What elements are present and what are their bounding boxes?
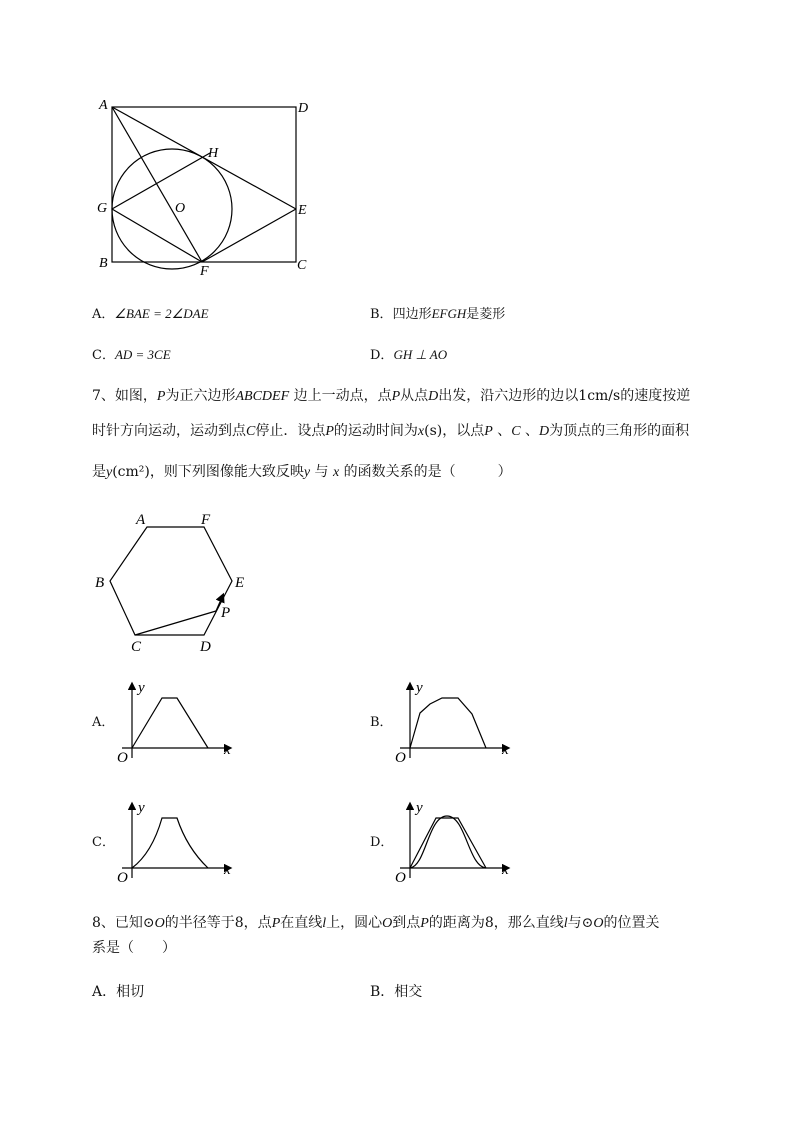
segment-fe — [202, 209, 296, 262]
segment-cp — [135, 611, 216, 635]
q8-option-a[interactable] — [92, 982, 144, 1002]
q8-line-1: 8、已知⊙O的半径等于8，点P在直线l上，圆心O到点P的距离为8，那么直线l与⊙O的位置关 — [92, 915, 660, 931]
option-letter: D． — [370, 348, 394, 363]
option-letter: B． — [370, 307, 393, 322]
label-o: O — [175, 201, 186, 216]
hex-label-f: F — [201, 512, 211, 528]
segment-af — [112, 107, 202, 262]
option-text: AD = 3CE — [114, 347, 171, 362]
rectangle-abcd — [112, 107, 296, 262]
option-text: GH ⊥ AO — [393, 347, 448, 362]
hex-label-a: A — [136, 512, 146, 528]
geometry-figure-square-circle — [90, 95, 320, 280]
x-label: x — [502, 742, 509, 758]
segment-gh — [112, 153, 210, 209]
option-text-var: EFGH — [431, 306, 467, 321]
option-letter: A． — [92, 307, 115, 322]
hexagon-abcdef — [110, 527, 232, 635]
label-h: H — [208, 146, 219, 161]
graph-b — [390, 678, 515, 766]
label-f: F — [200, 264, 209, 279]
curve-c — [132, 818, 208, 868]
option-text: ∠BAE = 2∠DAE — [114, 306, 209, 321]
option-text: 相交 — [394, 984, 423, 1000]
q6-option-d[interactable] — [370, 346, 447, 365]
y-label: y — [416, 800, 423, 816]
option-text-post: 是菱形 — [466, 307, 506, 322]
label-b: B — [99, 256, 108, 271]
q7-line-1: 7、如图，P为正六边形ABCDEF 边上一动点，点P从点D出发，沿六边形的边以1cm/s的速度按逆 — [92, 388, 691, 404]
q7-line-2: 时针方向运动，运动到点C停止．设点P的运动时间为x(s)，以点P 、C 、D为顶点的三角形的面积 — [92, 423, 690, 439]
hex-label-p: P — [221, 605, 231, 621]
label-e: E — [298, 203, 307, 218]
option-text: 相切 — [116, 984, 145, 1000]
hex-label-d: D — [200, 639, 211, 655]
origin-label: O — [117, 750, 128, 766]
circle-o — [112, 149, 232, 269]
hex-label-c: C — [131, 639, 142, 655]
label-c: C — [297, 258, 307, 273]
option-letter: B． — [370, 984, 395, 1000]
option-letter: D． — [370, 835, 394, 850]
q7-line-3: 是y(cm²)，则下列图像能大致反映y 与 x 的函数关系的是（ ） — [92, 464, 512, 480]
hexagon-figure — [90, 505, 260, 660]
curve-d-polyline — [410, 818, 486, 868]
origin-label: O — [117, 870, 128, 886]
y-label: y — [138, 680, 145, 696]
segment-gf — [112, 209, 202, 262]
label-a: A — [99, 98, 108, 113]
y-label: y — [138, 800, 145, 816]
label-g: G — [97, 201, 108, 216]
x-label: x — [224, 742, 231, 758]
q8-option-b[interactable] — [370, 982, 422, 1002]
label-d: D — [298, 101, 309, 116]
y-label: y — [416, 680, 423, 696]
option-letter: A． — [92, 984, 117, 1000]
q8-line-2: 系是（ ） — [92, 940, 176, 956]
option-text-pre: 四边形 — [392, 307, 432, 322]
q6-option-c[interactable] — [92, 346, 171, 365]
graph-d — [390, 798, 515, 886]
graph-c — [112, 798, 237, 886]
hex-label-b: B — [95, 575, 105, 591]
x-label: x — [224, 862, 231, 878]
origin-label: O — [395, 750, 406, 766]
graph-a — [112, 678, 237, 766]
option-letter: C． — [92, 348, 115, 363]
option-letter: A． — [92, 715, 115, 730]
x-label: x — [502, 862, 509, 878]
q6-option-b[interactable] — [370, 305, 505, 324]
option-letter: C． — [92, 835, 115, 850]
origin-label: O — [395, 870, 406, 886]
curve-a — [132, 698, 208, 748]
option-letter: B． — [370, 715, 393, 730]
q6-option-a[interactable] — [92, 305, 209, 324]
curve-b — [410, 698, 486, 748]
hex-label-e: E — [235, 575, 245, 591]
curve-d-smooth — [410, 816, 486, 868]
